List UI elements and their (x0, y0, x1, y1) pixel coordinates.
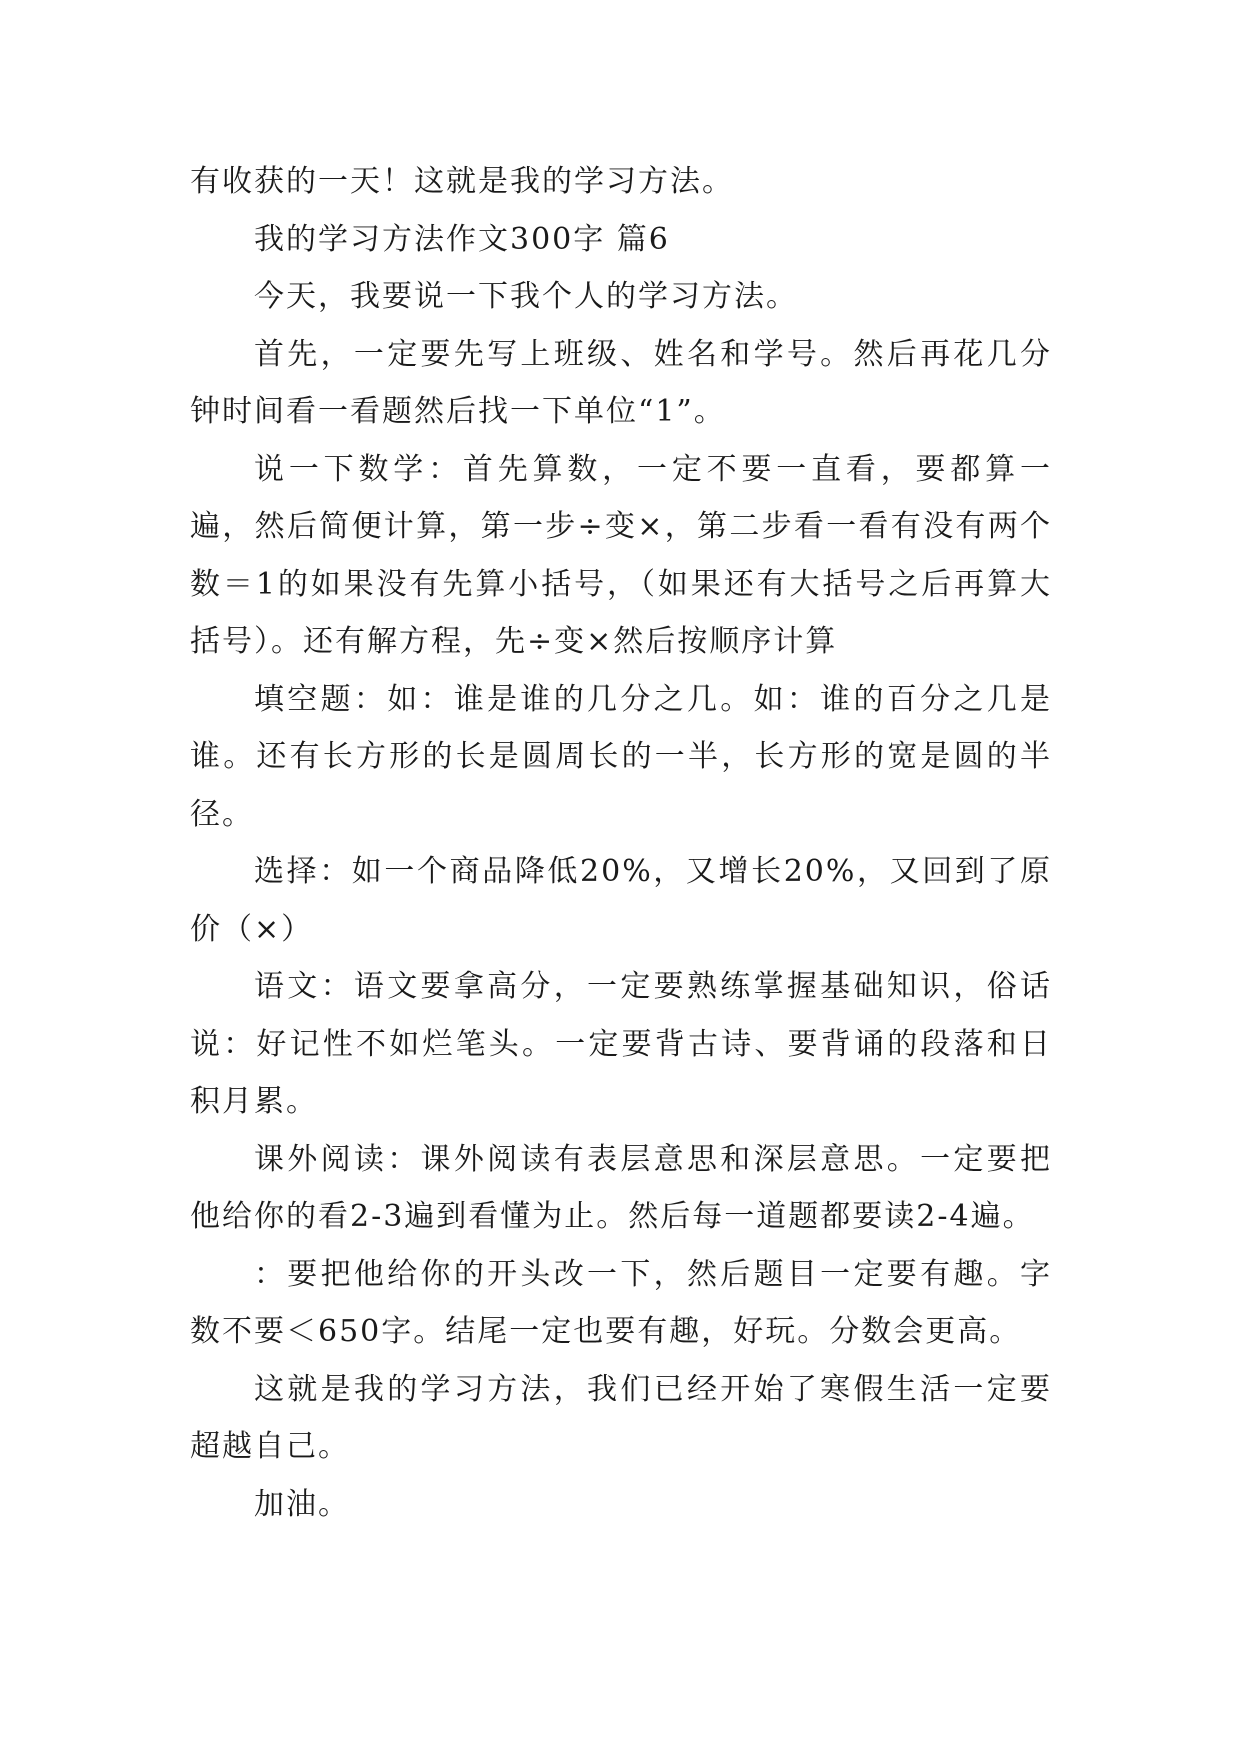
paragraph-choice: 选择：如一个商品降低20%，又增长20%，又回到了原价（×） (190, 854, 1052, 947)
paragraph-opening: 今天，我要说一下我个人的学习方法。 (254, 279, 798, 314)
paragraph-chinese: 语文：语文要拿高分，一定要熟练掌握基础知识，俗话说：好记性不如烂笔头。一定要背古诗、要背诵的段落和日积月累。 (190, 969, 1052, 1119)
essay-heading: 我的学习方法作文300字 篇6 (254, 221, 670, 257)
paragraph-intro-ending: 有收获的一天！这就是我的学习方法。 (190, 164, 734, 199)
paragraph-writing: ：要把他给你的开头改一下，然后题目一定要有趣。字数不要＜650字。结尾一定也要有趣，好玩。分数会更高。 (190, 1256, 1052, 1349)
paragraph-math: 说一下数学：首先算数，一定不要一直看，要都算一遍，然后简便计算，第一步÷变×，第二步看一看有没有两个数＝1的如果没有先算小括号，（如果还有大括号之后再算大括号）。还有解方程，先÷变×然后按顺序计算 (190, 451, 1052, 659)
paragraph-conclusion: 这就是我的学习方法，我们已经开始了寒假生活一定要超越自己。 (190, 1371, 1052, 1464)
paragraph-fill-blank: 填空题：如：谁是谁的几分之几。如：谁的百分之几是谁。还有长方形的长是圆周长的一半，长方形的宽是圆的半径。 (190, 681, 1052, 832)
paragraph-cheer: 加油。 (254, 1486, 350, 1522)
paragraph-first-step: 首先，一定要先写上班级、姓名和学号。然后再花几分钟时间看一看题然后找一下单位“1”。 (190, 336, 1052, 429)
paragraph-reading: 课外阅读：课外阅读有表层意思和深层意思。一定要把他给你的看2-3遍到看懂为止。然后每一道题都要读2-4遍。 (190, 1141, 1052, 1234)
body-text (190, 153, 1052, 1533)
